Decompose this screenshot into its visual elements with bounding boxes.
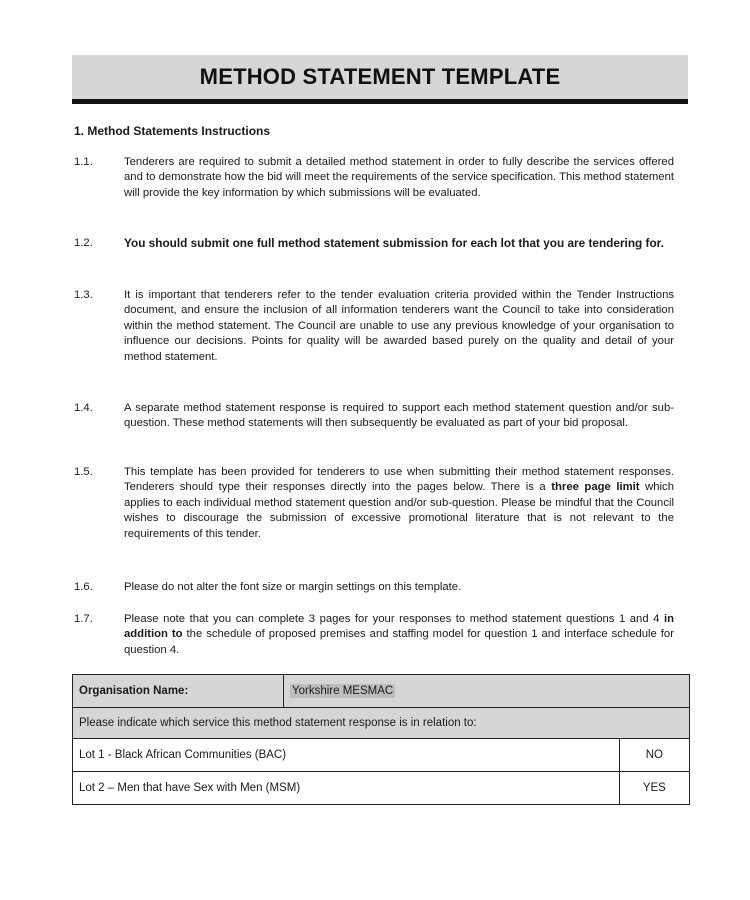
lot-label: Lot 1 - Black African Communities (BAC)	[73, 739, 620, 772]
instruction-item	[74, 288, 674, 365]
item-number: 1.1.	[74, 156, 93, 168]
table-row	[73, 772, 690, 805]
instruction-item	[74, 401, 674, 432]
section-heading: 1. Method Statements Instructions	[74, 124, 271, 138]
org-name-label: Organisation Name:	[73, 675, 284, 708]
item-text-part: the schedule of proposed premises and staffing model for question 1 and interface schedule for question 4.	[124, 628, 674, 656]
item-text: You should submit one full method statement submission for each lot that you are tendering for.	[124, 236, 664, 250]
instruction-item	[74, 236, 674, 252]
instruction-item	[74, 155, 674, 201]
item-text-part: which applies to each individual method statement question and/or sub-question. Please be mindful that the Council wishes to discourage the submission of excessive promotional literature that is not relevant to the requirements of this tender.	[124, 481, 674, 540]
item-text: Tenderers are required to submit a detailed method statement in order to fully describe the services offered and to demonstrate how the bid will meet the requirements of the service specification. This method statement will provide the key information by which submissions will be evaluated.	[124, 156, 674, 199]
service-prompt: Please indicate which service this method statement response is in relation to:	[73, 708, 690, 739]
item-text-emphasis: three page limit	[551, 481, 640, 494]
instruction-item	[74, 612, 674, 658]
table-row	[73, 739, 690, 772]
table-row	[73, 675, 690, 708]
org-name-field[interactable]	[284, 675, 690, 708]
lot-label: Lot 2 – Men that have Sex with Men (MSM)	[73, 772, 620, 805]
item-text	[124, 612, 674, 658]
item-number: 1.2.	[74, 237, 93, 249]
item-text-part: Please note that you can complete 3 pages for your responses to method statement questions 1 and 4	[124, 613, 664, 625]
item-number: 1.3.	[74, 289, 93, 301]
lot-answer[interactable]: YES	[619, 772, 689, 805]
item-number: 1.5.	[74, 466, 93, 478]
item-number: 1.7.	[74, 613, 93, 625]
table-row	[73, 708, 690, 739]
org-name-value: Yorkshire MESMAC	[292, 685, 394, 697]
item-text-part: This template has been provided for tenderers to use when submitting their method statement responses. Tenderers should type their responses directly into the pages below. There is a	[124, 466, 674, 494]
item-text: It is important that tenderers refer to the tender evaluation criteria provided within the Tender Instructions document, and ensure the inclusion of all information tenderers want the Council to take into consideration within the method statement. The Council are unable to use any previous knowledge of your organisation to influence our decisions. Points for quality will be awarded based purely on the quality and detail of your method statement.	[124, 289, 674, 363]
item-text	[124, 465, 674, 542]
item-number: 1.4.	[74, 402, 93, 414]
item-number: 1.6.	[74, 581, 93, 593]
document-title: METHOD STATEMENT TEMPLATE	[199, 64, 561, 89]
item-text: Please do not alter the font size or margin settings on this template.	[124, 581, 462, 593]
lot-answer[interactable]: NO	[619, 739, 689, 772]
organisation-table	[72, 674, 690, 805]
instruction-item	[74, 465, 674, 542]
item-text: A separate method statement response is required to support each method statement question and/or sub-question. These method statements will then subsequently be evaluated as part of your bid proposal.	[124, 402, 674, 430]
title-bar	[72, 55, 688, 104]
item-text-emphasis: in addition to	[124, 613, 674, 641]
instruction-item	[74, 580, 674, 595]
